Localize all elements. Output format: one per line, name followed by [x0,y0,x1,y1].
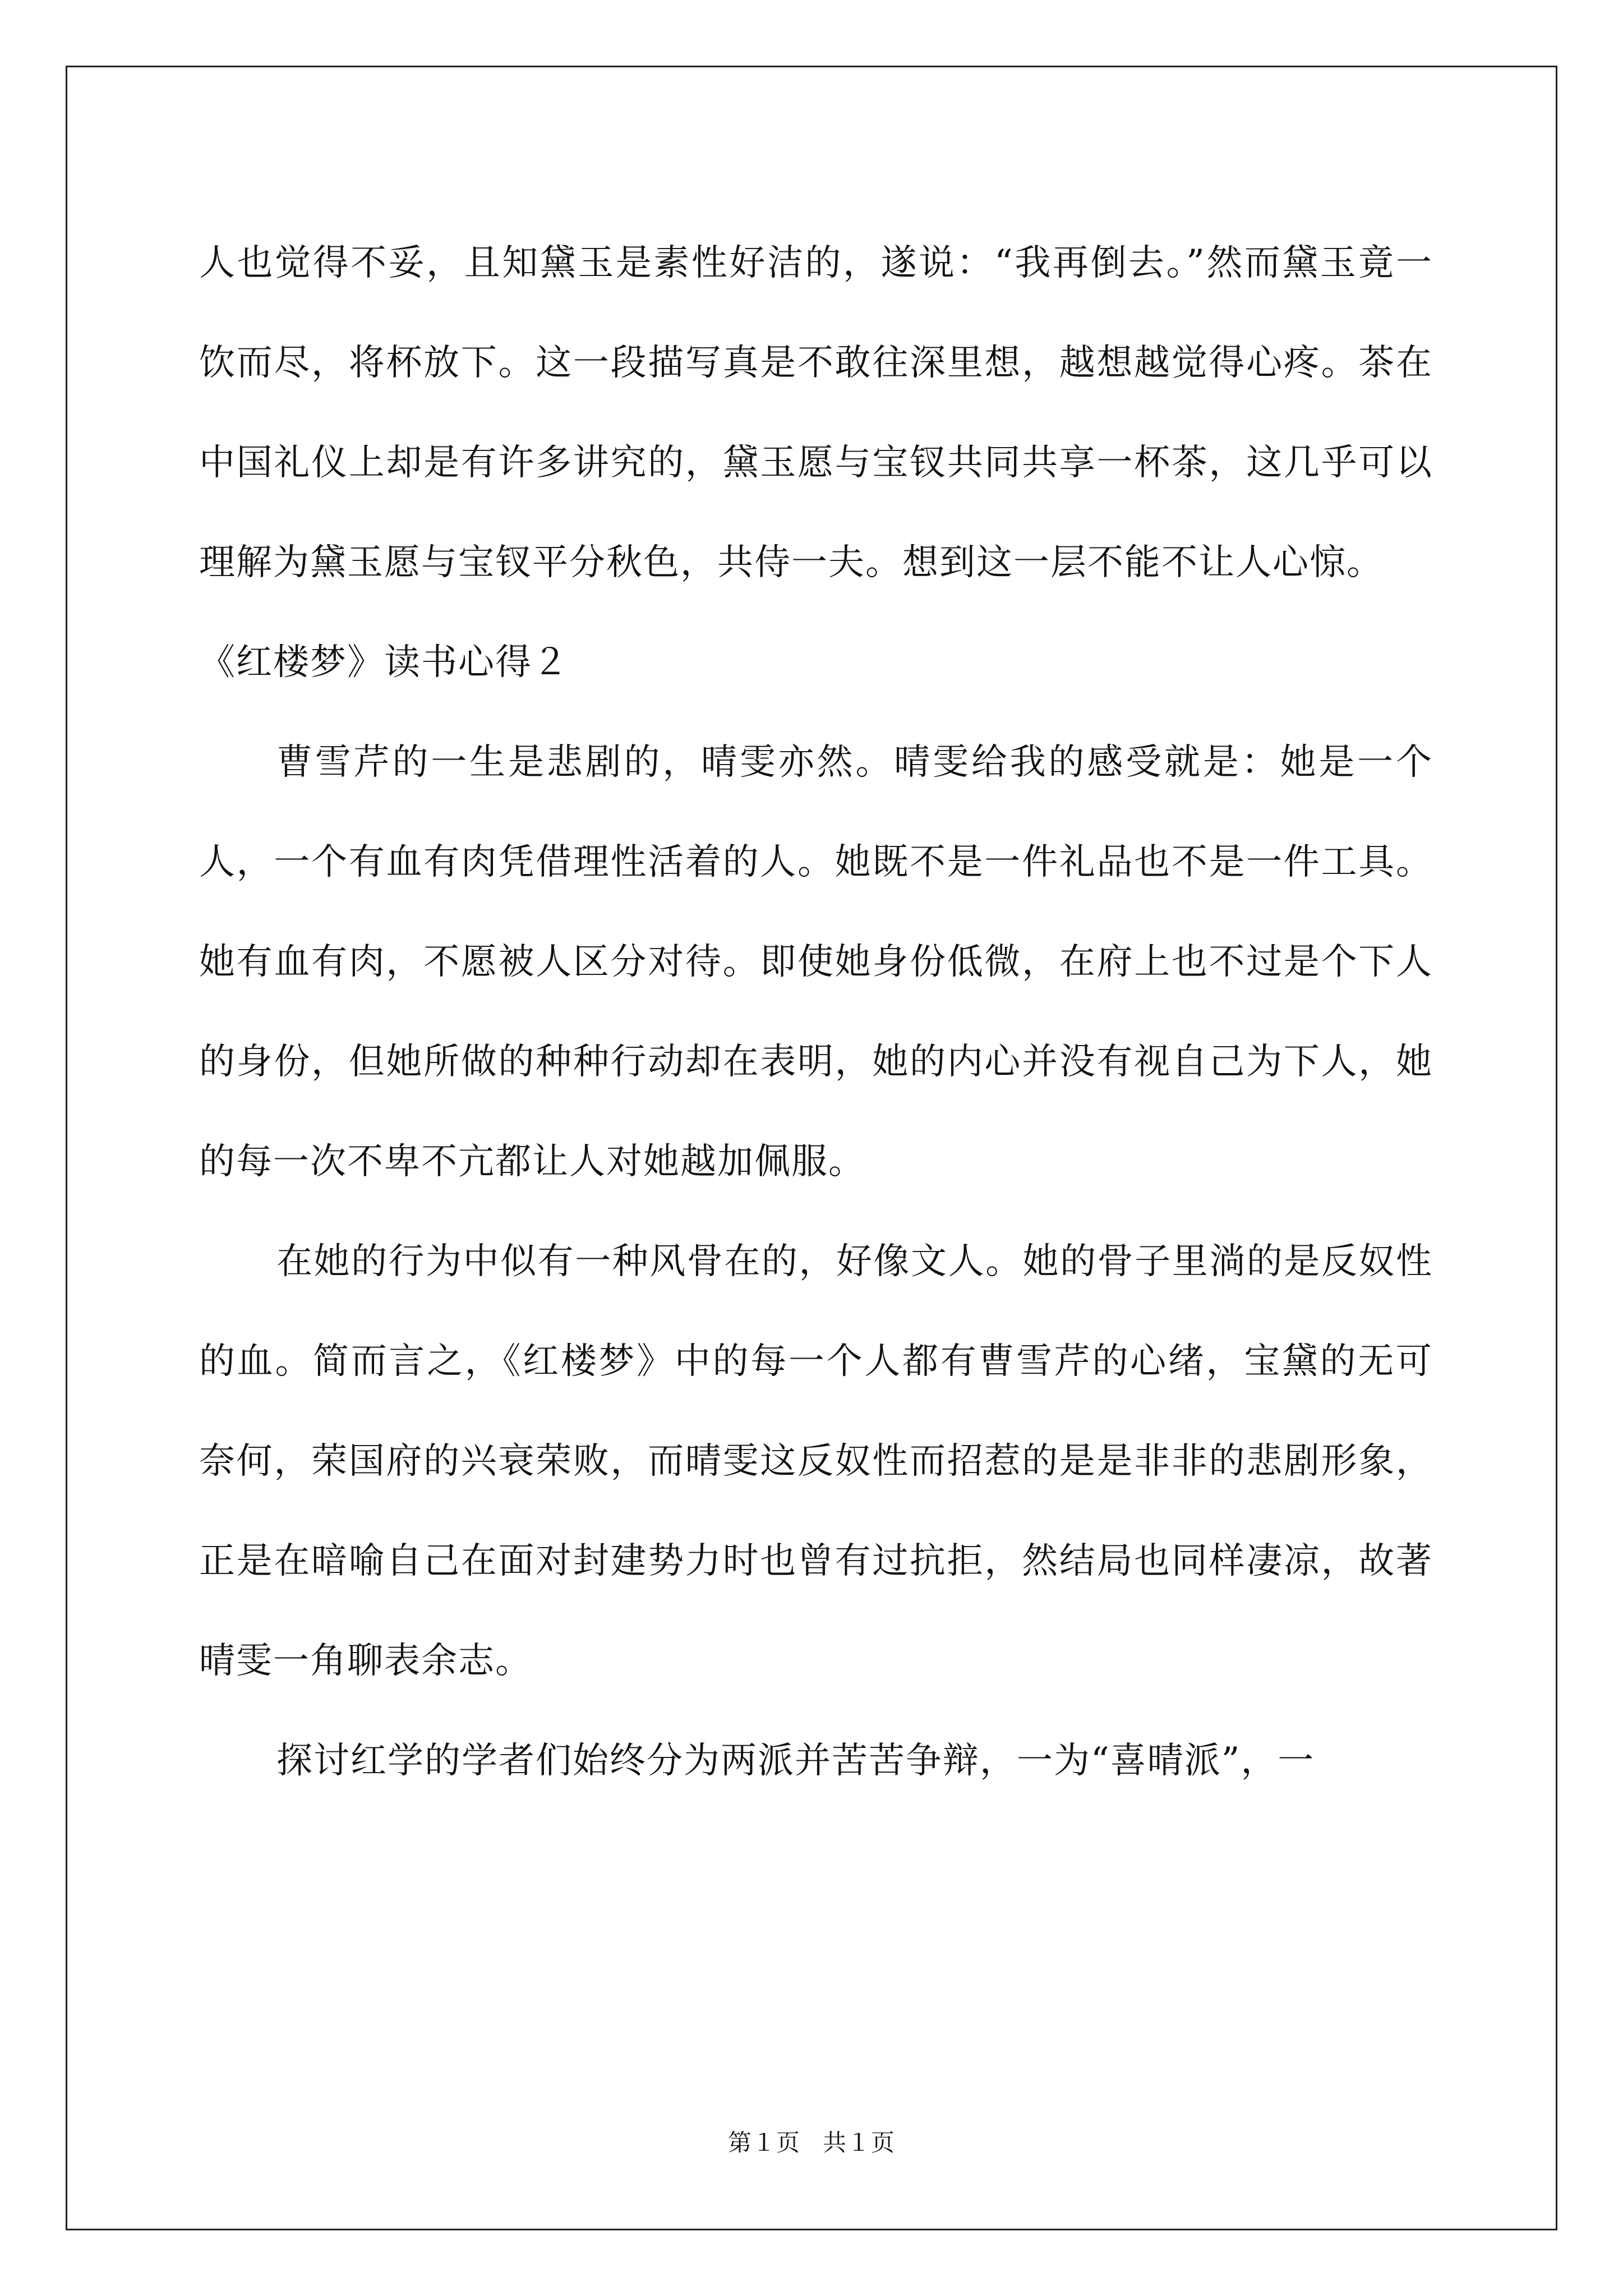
page-number: 第１页 [727,2129,800,2156]
paragraph-continued: 人也觉得不妥，且知黛玉是素性好洁的，遂说：“我再倒去。”然而黛玉竟一饮而尽，将杯放下。这一段描写真是不敢往深里想，越想越觉得心疼。茶在中国礼仪上却是有许多讲究的，黛玉愿与宝钗共同共享一杯茶，这几乎可以理解为黛玉愿与宝钗平分秋色，共侍一夫。想到这一层不能不让人心惊。 [199,242,1433,583]
page-total: 共１页 [823,2129,896,2156]
paragraph-qingwen-life: 曹雪芹的一生是悲剧的，晴雯亦然。晴雯给我的感受就是：她是一个人，一个有血有肉凭借理性活着的人。她既不是一件礼品也不是一件工具。她有血有肉，不愿被人区分对待。即使她身份低微，在府上也不过是个下人的身份，但她所做的种种行动却在表明，她的内心并没有视自己为下人，她的每一次不卑不亢都让人对她越加佩服。 [199,742,1433,1182]
paragraph-redology-debate: 探讨红学的学者们始终分为两派并苦苦争辩，一为“喜晴派”，一 [276,1740,1315,1782]
document-body [199,213,1433,1811]
section-heading: 《红楼梦》读书心得２ [199,642,569,683]
paragraph-qingwen-spirit: 在她的行为中似有一种风骨在的，好像文人。她的骨子里淌的是反奴性的血。简而言之，《红楼梦》中的每一个人都有曹雪芹的心绪，宝黛的无可奈何，荣国府的兴衰荣败，而晴雯这反奴性而招惹的是是非非的悲剧形象，正是在暗喻自己在面对封建势力时也曾有过抗拒，然结局也同样凄凉，故著晴雯一角聊表余志。 [199,1241,1433,1682]
page-footer [0,2126,1623,2160]
